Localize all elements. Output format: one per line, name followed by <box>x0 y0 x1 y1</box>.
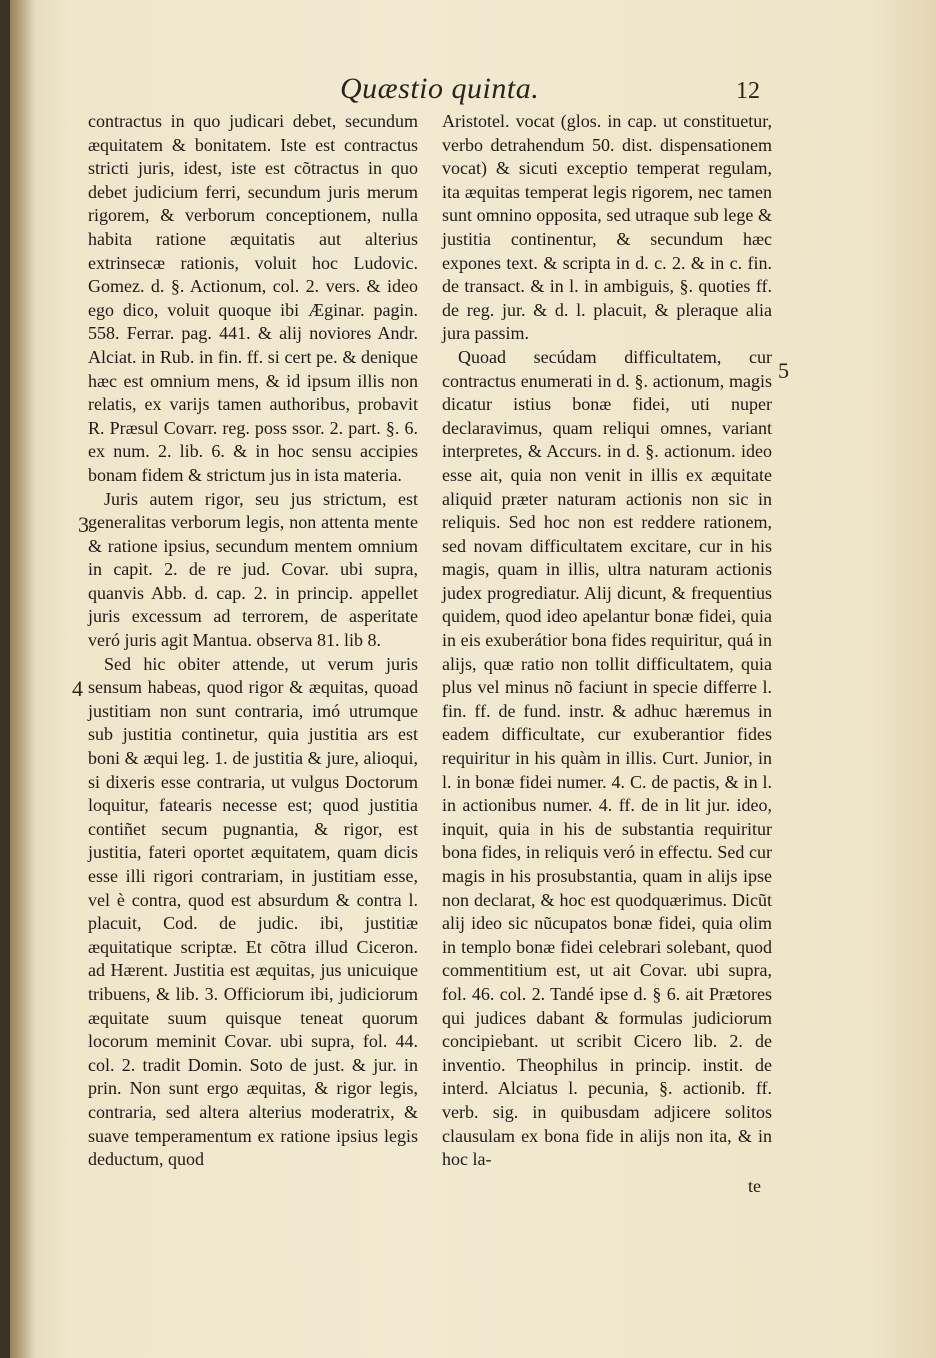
margin-number-4: 4 <box>72 676 83 701</box>
running-title: Quæstio quinta. <box>340 72 540 105</box>
left-paragraph-1: contractus in quo judicari debet, secundum æquitatem & bonitatem. Iste est contractus stricti juris, idest, iste est cõtractus in quo debet judicium ferri, secundum juris merum rigorem, & verborum conceptionem, nulla habita ratione æquitatis aut alterius extrinsecæ rationis, voluit hoc Ludovic. Gomez. d. §. Actionum, col. 2. vers. & ideo ego dico, voluit quoque ibi Æginar. pagin. 558. Ferrar. pag. 441. & alij noviores Andr. Alciat. in Rub. in fin. ff. si cert pe. & denique hæc est omnium mens, & id ipsum illis non relatis, ex varijs tamen authoribus, probavit R. Præsul Covarr. reg. poss ssor. 2. part. §. 6. ex num. 2. lib. 6. & in hoc sensu accipies bonam fidem & strictum jus in ista materia. <box>88 111 418 485</box>
book-page <box>10 0 936 1358</box>
right-column <box>442 110 772 1172</box>
right-paragraph-1: Aristotel. vocat (glos. in cap. ut constituetur, verbo detrahendum 50. dist. dispensationem vocat) & sicuti exceptio temperat regulam, ita æquitas temperat legis rigorem, nec tamen sunt omnino opposita, sed utraque sub lege & justitia continentur, & secundum hæc expones text. & scripta in d. c. 2. & in c. fin. de transact. & in l. in ambiguis, §. quoties ff. de reg. jur. & d. l. placuit, & pleraque alia jura passim. <box>442 111 772 344</box>
margin-number-5: 5 <box>778 358 789 383</box>
page-header <box>340 72 780 112</box>
left-paragraph-2: Juris autem rigor, seu jus strictum, est generalitas verborum legis, non attenta mente & ratione ipsius, secundum mentem omnium in capit. 2. de re jud. Covar. ubi supra, quanvis Abb. d. cap. 2. in princip. appellet juris excessum ad terrorem, de asperitate veró juris agit Mantua. observa 81. lib 8. <box>88 488 418 651</box>
left-column <box>88 110 418 1172</box>
right-paragraph-2: Quoad secúdam difficultatem, cur contractus enumerati in d. §. actionum, magis dicatur istius bonæ fidei, uti nuper declaravimus, quam reliqui omnes, variant interpretes, & Accurs. in d. §. actionum. ideo esse ait, quia non venit in illis ex æquitate aliquid præter naturam actionis non sic in reliquis. Sed hoc non est reddere rationem, sed novam difficultatem excitare, cur in his magis, quam in illis, ultra naturam actionis judex progrediatur. Alij dicunt, & frequentius quidem, quod ideo apelantur bonæ fidei, quia in eis exuberátior bona fides requiritur, quá in alijs, quæ ratio non tollit difficultatem, quia plus vel minus nõ faciunt in specie differre l. fin. ff. de fund. instr. & adhuc hæremus in eadem difficultate, cur exuberantior fides requiritur in his quàm in illis. Curt. Junior, in l. in bonæ fidei numer. 4. C. de pactis, & in l. in actionibus numer. 4. ff. de in lit jur. ideo, inquit, quia in his de substantia requiritur bona fides, in reliquis veró in effectu. Sed cur magis in his prosubstantia, quam in alijs ipse non declarat, & hoc est quodquærimus. Dicũt alij ideo sic nũcupatos bonæ fidei, quia olim in templo bonæ fidei celebrari solebant, quod commentitium est, ut ait Covar. ubi supra, fol. 46. col. 2. Tandé ipse d. § 6. ait Prætores qui judices dabant & formulas judiciorum concipiebant. ut scribit Cicero lib. 2. de inventio. Theophilus in princip. instit. de interd. Alciatus l. pecunia, §. actionib. ff. verb. sig. in quibusdam adjicere solitos clausulam ex bona fide in alijs non ita, & in hoc la- <box>442 346 772 1170</box>
margin-number-3: 3 <box>78 512 89 537</box>
gutter-shadow <box>10 0 36 1358</box>
catchword: te <box>748 1176 761 1196</box>
left-paragraph-3: Sed hic obiter attende, ut verum juris sensum habeas, quod rigor & æquitas, quoad justitiam non sunt contraria, imó utrumque sub justitia continetur, quia justitia ars est boni & æqui leg. 1. de justitia & jure, alioqui, si dixeris esse contraria, ut vulgus Doctorum loquitur, fatearis necesse est; quod justitia contiñet secum pugnantia, & rigor, est justitia, fateri oportet æquitatem, quam dicis esse illi rigori contrariam, in justitiam esse, vel è contra, quod est absurdum & contra l. placuit, Cod. de judic. ibi, justitiæ æquitatique scriptæ. Et cõtra illud Ciceron. ad Hærent. Justitia est æquitas, jus unicuique tribuens, & lib. 3. Officiorum ibi, judiciorum æquitate suum quisque teneat quorum locorum meminit Covar. ubi supra, fol. 44. col. 2. tradit Domin. Soto de just. & jur. in prin. Non sunt ergo æquitas, & rigor legis, contraria, sed altera alterius moderatrix, & suave temperamentum ex ratione ipsius legis deductum, quod <box>88 653 418 1170</box>
page-number: 12 <box>736 78 760 104</box>
